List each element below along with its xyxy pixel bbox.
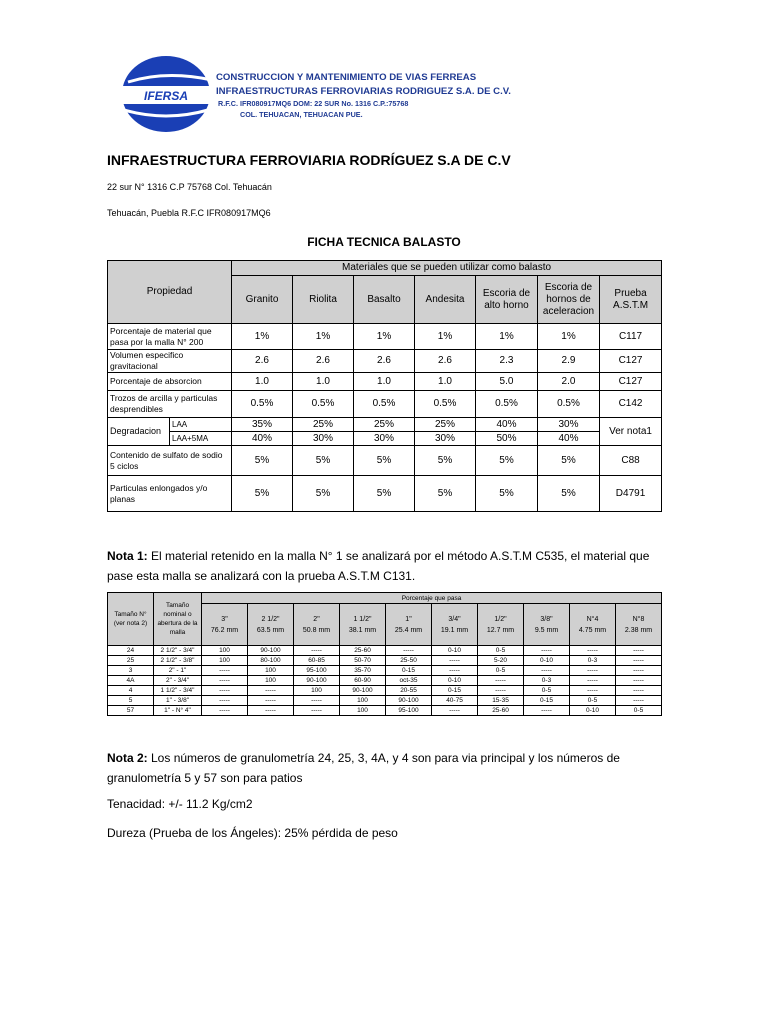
nota-1 — [107, 546, 667, 586]
sub-label: LAA+5MA — [170, 432, 232, 446]
table-cell: ----- — [570, 646, 616, 656]
table-cell: ----- — [570, 676, 616, 686]
table-cell: 5% — [476, 476, 538, 512]
header-tamano-n-text: Tamaño N° (ver nota 2) — [113, 611, 148, 627]
table-cell: 2.6 — [232, 350, 293, 373]
table-cell: 35-70 — [340, 666, 386, 676]
table-cell: 0.5% — [538, 391, 600, 418]
table-cell: 0-5 — [616, 706, 662, 716]
sieve-size: 2 1/2" — [261, 615, 280, 623]
table-cell: 2.9 — [538, 350, 600, 373]
size-number: 3 — [108, 666, 154, 676]
table-cell: 0.5% — [476, 391, 538, 418]
table-row — [108, 656, 662, 666]
table-cell: 2.6 — [354, 350, 415, 373]
table-row — [108, 391, 662, 418]
table-cell: 0-10 — [432, 676, 478, 686]
table-cell: 95-100 — [294, 666, 340, 676]
table-cell: 15-35 — [478, 696, 524, 706]
address-line-1: 22 sur N° 1316 C.P 75768 Col. Tehuacán — [107, 182, 272, 192]
nota-1-label: Nota 1: — [107, 549, 148, 563]
table-cell: 0-15 — [432, 686, 478, 696]
sieve-mm: 2.38 mm — [624, 626, 653, 634]
sieve-size: 2" — [313, 615, 320, 623]
table-cell: ----- — [248, 706, 294, 716]
table-cell: 100 — [294, 686, 340, 696]
table-cell: 5% — [232, 476, 293, 512]
table-cell: 100 — [248, 666, 294, 676]
table-cell: 1.0 — [293, 373, 354, 391]
size-number: 4 — [108, 686, 154, 696]
size-range: 1" - 3/8" — [154, 696, 202, 706]
table-cell: ----- — [524, 706, 570, 716]
table-cell: 5% — [293, 476, 354, 512]
table-cell: ----- — [248, 696, 294, 706]
table-cell: 0.5% — [232, 391, 293, 418]
header-tamano-nominal — [154, 593, 202, 646]
table-cell: 5% — [538, 446, 600, 476]
table-cell: ----- — [616, 646, 662, 656]
size-number: 24 — [108, 646, 154, 656]
table-cell: 25-60 — [340, 646, 386, 656]
table-cell: 100 — [340, 696, 386, 706]
header-materiales: Materiales que se pueden utilizar como balasto — [232, 261, 662, 276]
table-cell: 1.0 — [415, 373, 476, 391]
table-row — [108, 350, 662, 373]
table-row — [108, 373, 662, 391]
table-cell: ----- — [478, 676, 524, 686]
table-cell: 25-50 — [386, 656, 432, 666]
header-propiedad: Propiedad — [108, 261, 232, 324]
table-cell: 25% — [415, 418, 476, 432]
table-cell: ----- — [248, 686, 294, 696]
table-cell: ----- — [294, 696, 340, 706]
size-range: 1" - N° 4" — [154, 706, 202, 716]
table-cell: 100 — [248, 676, 294, 686]
table-cell: 5.0 — [476, 373, 538, 391]
header-tamano-n — [108, 593, 154, 646]
table-cell: ----- — [432, 656, 478, 666]
size-range: 2" - 1" — [154, 666, 202, 676]
column-header: Granito — [232, 276, 293, 324]
table-cell: 1% — [476, 324, 538, 350]
table-cell: 30% — [538, 418, 600, 432]
table-row — [108, 706, 662, 716]
table-cell: 60-90 — [340, 676, 386, 686]
dureza: Dureza (Prueba de los Ángeles): 25% pérdida de peso — [107, 826, 398, 840]
table-cell: 40% — [538, 432, 600, 446]
table-cell: ----- — [432, 706, 478, 716]
document-title — [0, 235, 768, 249]
column-header: Basalto — [354, 276, 415, 324]
sieve-size: 3/4" — [448, 615, 461, 623]
sieve-header — [570, 604, 616, 646]
table-cell: 100 — [202, 646, 248, 656]
table-cell: ----- — [202, 686, 248, 696]
sieve-header — [616, 604, 662, 646]
company-name: INFRAESTRUCTURA FERROVIARIA RODRÍGUEZ S.A DE C.V — [107, 152, 511, 168]
header-line-1: CONSTRUCCION Y MANTENIMIENTO DE VIAS FERREAS — [216, 72, 477, 83]
logo-graphic — [120, 52, 216, 136]
document-title-text: FICHA TECNICA BALASTO — [307, 235, 461, 249]
property-label: Particulas enlongados y/o planas — [108, 476, 232, 512]
table-cell: 1% — [232, 324, 293, 350]
table-cell: ----- — [524, 646, 570, 656]
property-label: Degradacion — [108, 418, 170, 446]
table-cell: 90-100 — [248, 646, 294, 656]
table-cell: 5% — [232, 446, 293, 476]
table-row — [108, 432, 662, 446]
table-cell: 30% — [354, 432, 415, 446]
property-label: Porcentaje de absorcion — [108, 373, 232, 391]
table-cell: 2.6 — [293, 350, 354, 373]
sieve-mm: 9.5 mm — [534, 626, 559, 634]
table-row — [108, 418, 662, 432]
property-label: Volumen especifico gravitacional — [108, 350, 232, 373]
table-row — [108, 686, 662, 696]
table-row — [108, 476, 662, 512]
table-cell: 2.6 — [415, 350, 476, 373]
sieve-mm: 4.75 mm — [578, 626, 607, 634]
sieve-mm: 19.1 mm — [440, 626, 469, 634]
table-cell: 0.5% — [415, 391, 476, 418]
table-row — [108, 696, 662, 706]
table-cell: 50-70 — [340, 656, 386, 666]
address-line-2: Tehuacán, Puebla R.F.C IFR080917MQ6 — [107, 208, 271, 218]
table-row — [108, 446, 662, 476]
table-cell: ----- — [202, 676, 248, 686]
header-line-3: R.F.C. IFR080917MQ6 DOM: 22 SUR No. 1316 C.P.:75768 — [218, 99, 409, 108]
table-cell: 5% — [476, 446, 538, 476]
table-cell: 0-10 — [524, 656, 570, 666]
table-cell: Ver nota1 — [600, 418, 662, 446]
table-cell: 40% — [476, 418, 538, 432]
sieve-header — [248, 604, 294, 646]
sieve-header — [478, 604, 524, 646]
table-cell: C117 — [600, 324, 662, 350]
table-cell: 2.0 — [538, 373, 600, 391]
table-cell: 5% — [538, 476, 600, 512]
table-cell: C88 — [600, 446, 662, 476]
column-header: Andesita — [415, 276, 476, 324]
table-cell: 60-85 — [294, 656, 340, 666]
table-cell: 1.0 — [354, 373, 415, 391]
table-cell: 0-10 — [570, 706, 616, 716]
header-porcentaje: Porcentaje que pasa — [202, 593, 662, 604]
table-cell: ----- — [202, 696, 248, 706]
table-cell: 2.3 — [476, 350, 538, 373]
table-cell: 100 — [340, 706, 386, 716]
table-cell: 1% — [538, 324, 600, 350]
table-cell: 0-3 — [524, 676, 570, 686]
sieve-mm: 63.5 mm — [256, 626, 285, 634]
sieve-size: 3/8" — [540, 615, 553, 623]
size-number: 25 — [108, 656, 154, 666]
table-cell: 1% — [415, 324, 476, 350]
table-cell: ----- — [524, 666, 570, 676]
header-line-2: INFRAESTRUCTURAS FERROVIARIAS RODRIGUEZ S.A. DE C.V. — [216, 86, 511, 97]
sieve-size: 3" — [221, 615, 228, 623]
table-cell: ----- — [570, 666, 616, 676]
sieve-size: N°4 — [586, 615, 599, 623]
table-row — [108, 676, 662, 686]
nota-1-text: El material retenido en la malla N° 1 se analizará por el método A.S.T.M C535, el material que pase esta malla se analizará con la prueba A.S.T.M C131. — [107, 549, 650, 583]
table-cell: ----- — [294, 646, 340, 656]
property-label: Porcentaje de material que pasa por la malla N° 200 — [108, 324, 232, 350]
column-header: Escoria de hornos de aceleracion — [538, 276, 600, 324]
sieve-header — [386, 604, 432, 646]
table-cell: ----- — [616, 666, 662, 676]
table-cell: ----- — [478, 686, 524, 696]
sieve-header — [340, 604, 386, 646]
size-range: 2 1/2" - 3/4" — [154, 646, 202, 656]
table-cell: 0-15 — [386, 666, 432, 676]
sieve-header — [202, 604, 248, 646]
table-cell: 40% — [232, 432, 293, 446]
nota-2 — [107, 748, 667, 788]
table-row — [108, 666, 662, 676]
table-cell: D4791 — [600, 476, 662, 512]
table-cell: 90-100 — [386, 696, 432, 706]
tenacidad: Tenacidad: +/- 11.2 Kg/cm2 — [107, 797, 253, 811]
table-cell: 90-100 — [294, 676, 340, 686]
table-cell: 40-75 — [432, 696, 478, 706]
table-cell: ----- — [294, 706, 340, 716]
column-header: Riolita — [293, 276, 354, 324]
table-cell: 95-100 — [386, 706, 432, 716]
table-cell: 0-5 — [570, 696, 616, 706]
table-cell: 25% — [293, 418, 354, 432]
table-cell: 0-5 — [478, 666, 524, 676]
table-cell: 30% — [415, 432, 476, 446]
sieve-size: 1/2" — [494, 615, 507, 623]
table-cell: ----- — [202, 706, 248, 716]
logo-text: IFERSA — [143, 89, 189, 103]
sieve-header — [432, 604, 478, 646]
sieve-size: N°8 — [632, 615, 645, 623]
header-tamano-nominal-text: Tamaño nominal o abertura de la malla — [157, 602, 198, 636]
size-number: 57 — [108, 706, 154, 716]
table-cell: 5% — [293, 446, 354, 476]
table-cell: ----- — [570, 686, 616, 696]
table-cell: 35% — [232, 418, 293, 432]
table-cell: 50% — [476, 432, 538, 446]
table-cell: 5-20 — [478, 656, 524, 666]
table-cell: 5% — [415, 446, 476, 476]
sieve-mm: 12.7 mm — [486, 626, 515, 634]
company-logo — [120, 52, 216, 136]
size-number: 5 — [108, 696, 154, 706]
table-cell: 0-5 — [524, 686, 570, 696]
header-line-4: COL. TEHUACAN, TEHUACAN PUE. — [240, 110, 363, 119]
table-row — [108, 324, 662, 350]
table-cell: ----- — [432, 666, 478, 676]
sieve-header — [524, 604, 570, 646]
granulometry-table — [107, 592, 662, 716]
sieve-mm: 38.1 mm — [348, 626, 377, 634]
table-cell: C127 — [600, 373, 662, 391]
table-cell: 1.0 — [232, 373, 293, 391]
size-range: 1 1/2" - 3/4" — [154, 686, 202, 696]
column-header: Prueba A.S.T.M — [600, 276, 662, 324]
table-cell: ----- — [202, 666, 248, 676]
property-label: Trozos de arcilla y particulas desprendibles — [108, 391, 232, 418]
size-number: 4A — [108, 676, 154, 686]
table-cell: oct-35 — [386, 676, 432, 686]
table-cell: ----- — [386, 646, 432, 656]
table-cell: 90-100 — [340, 686, 386, 696]
table-cell: 0-3 — [570, 656, 616, 666]
table-cell: 20-55 — [386, 686, 432, 696]
table-cell: 1% — [293, 324, 354, 350]
table-cell: 1% — [354, 324, 415, 350]
table-cell: 0.5% — [354, 391, 415, 418]
nota-2-label: Nota 2: — [107, 751, 148, 765]
table-cell: ----- — [616, 686, 662, 696]
sieve-size: 1 1/2" — [353, 615, 372, 623]
sieve-size: 1" — [405, 615, 412, 623]
table-cell: 100 — [202, 656, 248, 666]
column-header: Escoria de alto horno — [476, 276, 538, 324]
sieve-header — [294, 604, 340, 646]
table-cell: 5% — [415, 476, 476, 512]
table-cell: C127 — [600, 350, 662, 373]
table-cell: 25% — [354, 418, 415, 432]
size-range: 2" - 3/4" — [154, 676, 202, 686]
table-cell: C142 — [600, 391, 662, 418]
sieve-mm: 50.8 mm — [302, 626, 331, 634]
table-cell: 0-10 — [432, 646, 478, 656]
table-cell: 25-60 — [478, 706, 524, 716]
table-cell: 5% — [354, 446, 415, 476]
table-cell: 0-5 — [478, 646, 524, 656]
size-range: 2 1/2" - 3/8" — [154, 656, 202, 666]
table-cell: ----- — [616, 656, 662, 666]
sieve-mm: 25.4 mm — [394, 626, 423, 634]
property-label: Contenido de sulfato de sodio 5 ciclos — [108, 446, 232, 476]
sub-label: LAA — [170, 418, 232, 432]
properties-table — [107, 260, 662, 512]
table-row — [108, 646, 662, 656]
table-cell: 5% — [354, 476, 415, 512]
table-cell: 80-100 — [248, 656, 294, 666]
table-cell: 30% — [293, 432, 354, 446]
table-cell: ----- — [616, 696, 662, 706]
table-cell: 0.5% — [293, 391, 354, 418]
table-cell: 0-15 — [524, 696, 570, 706]
nota-2-text: Los números de granulometría 24, 25, 3, 4A, y 4 son para via principal y los números de granulometría 5 y 57 son para patios — [107, 751, 620, 785]
table-cell: ----- — [616, 676, 662, 686]
sieve-mm: 76.2 mm — [210, 626, 239, 634]
